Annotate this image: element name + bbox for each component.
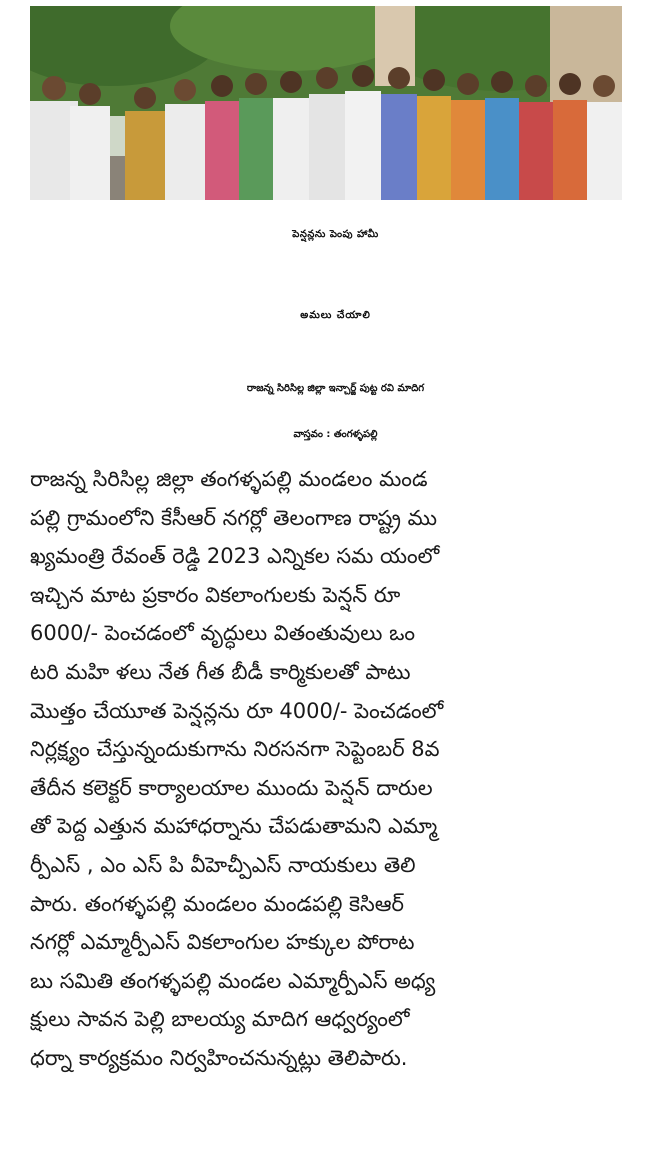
headline-main: అమలు చేయాలి xyxy=(300,310,371,321)
body-line: క్షులు సావన పెల్లి బాలయ్య మాదిగ ఆధ్వర్యంలో xyxy=(30,1007,410,1032)
body-line: బు సమితి తంగళ్ళపల్లి మండల ఎమ్మార్పీఎస్ అధ్య xyxy=(30,968,436,993)
body-line: మొత్తం చేయూత పెన్షన్లను రూ 4000/- పెంచడంలో xyxy=(30,698,444,723)
body-line: టరి మహి ళలు నేత గీత బీడీ కార్మికులతో పాటు xyxy=(30,659,411,684)
body-line: తో పెద్ద ఎత్తున మహాధర్నాను చేపడుతామని ఎమ్మా xyxy=(30,814,438,839)
body-line: నిర్లక్ష్యం చేస్తున్నందుకుగాను నిరసనగా సెప్టెంబర్ 8వ xyxy=(30,737,440,762)
body-line: ఖ్యమంత్రి రేవంత్ రెడ్డి 2023 ఎన్నికల సమ యంలో xyxy=(30,544,440,569)
body-line: ర్పీఎస్ , ఎం ఎస్ పి వీహెచ్పీఎస్ నాయకులు తెలి xyxy=(30,852,416,877)
body-line: పల్లి గ్రామంలోని కేసీఆర్ నగర్లో తెలంగాణ రాష్ట్ర ము xyxy=(30,505,438,530)
news-photo xyxy=(30,6,622,200)
body-line: తేదీన కలెక్టర్ కార్యాలయాల ముందు పెన్షన్ దారుల xyxy=(30,775,433,800)
body-line: ధర్నా కార్యక్రమం నిర్వహించనున్నట్లు తెలిపారు. xyxy=(30,1045,408,1070)
body-line: ఇచ్చిన మాట ప్రకారం వికలాంగులకు పెన్షన్ రూ xyxy=(30,582,401,607)
body-line: పారు. తంగళ్ళపల్లి మండలం మండపల్లి కెసిఆర్ xyxy=(30,891,404,916)
body-line: రాజన్న సిరిసిల్ల జిల్లా తంగళ్ళపల్లి మండలం మండ xyxy=(30,467,428,491)
article-body xyxy=(30,460,640,1078)
body-line: 6000/- పెంచడంలో వృద్ధులు వితంతువులు ఒం xyxy=(30,621,416,646)
headline-kicker: పెన్షన్లను పెంపు హామీ xyxy=(292,229,379,240)
body-line: నగర్లో ఎమ్మార్పీఎస్ వికలాంగుల హక్కుల పోరాట xyxy=(30,930,415,955)
dateline: వాస్తవం : తంగళ్ళపల్లి xyxy=(293,429,378,440)
protest-group-photo-icon xyxy=(30,6,622,200)
subheadline: రాజన్న సిరిసిల్ల జిల్లా ఇన్చార్జ్ పుట్ట రవి మాదిగ xyxy=(246,383,425,394)
